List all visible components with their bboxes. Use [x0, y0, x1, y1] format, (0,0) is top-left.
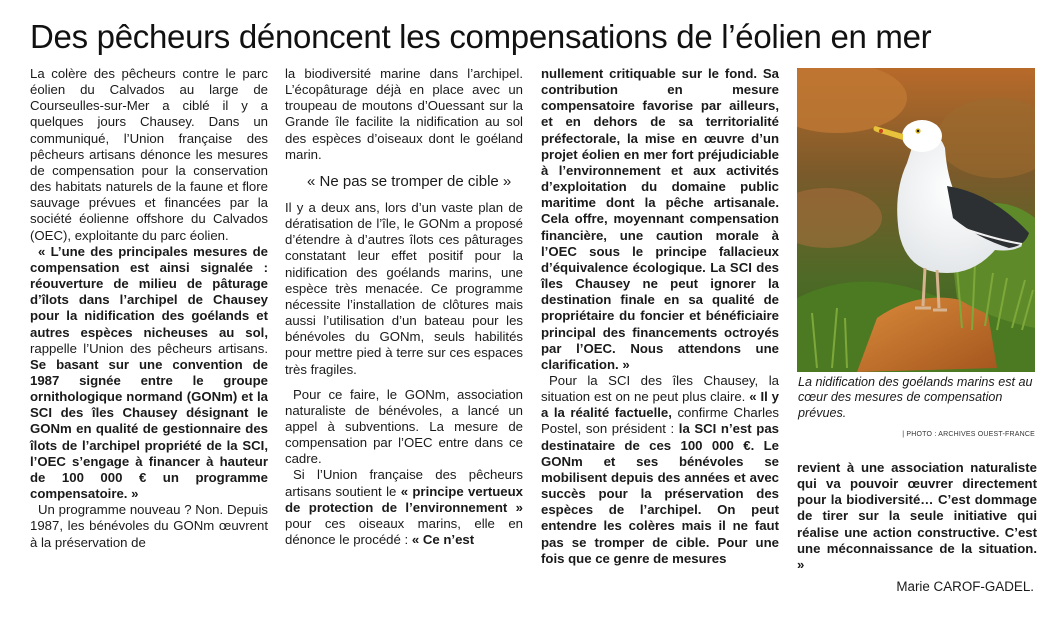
paragraph-text: Si l’Union française des pêcheurs artisans soutient le [285, 467, 523, 499]
paragraph [541, 373, 779, 567]
article-column-3 [541, 66, 779, 567]
quote-paragraph: revient à une association naturaliste qui va pouvoir œuvrer directement pour la biodiversité… C’est dommage de tirer sur la seule initiative qui réalise une action constructive. C’est une méconnaissance de la situation. » [797, 460, 1037, 572]
quote-text: « Ce n’est [408, 532, 475, 548]
paragraph-text: Pour la SCI des îles Chausey, la situation est on ne peut plus claire. [541, 372, 779, 405]
quote-text: « principe vertueux de protection de l’environnement » [285, 483, 523, 515]
article-subheading: « Ne pas se tromper de cible » [307, 172, 512, 190]
photo-caption: La nidification des goélands marins est au cœur des mesures de compensation prévues. [798, 375, 1033, 420]
article-column-1 [30, 66, 268, 551]
paragraph: Pour ce faire, le GONm, association naturaliste de bénévoles, a lancé un appel à subventions. La mesure de compensation par l’OEC entre dans ce cadre. [285, 386, 523, 467]
paragraph-text: rappelle l’Union des pêcheurs artisans. [30, 340, 268, 356]
paragraph [285, 467, 523, 548]
quote-text: « Il y a la réalité factuelle, [541, 389, 779, 421]
article-column-4 [797, 460, 1037, 573]
paragraph: Un programme nouveau ? Non. Depuis 1987, les bénévoles du GONm œuvrent à la préservation de [30, 502, 268, 550]
quote-text: la SCI n’est pas destinataire de ces 100 000 €. Le GONm et ses bénévoles se mobilisent depuis des années et avec succès pour la préservation des espèces de l’archipel. On peut entendre les colères mais il ne faut pas se tromper de cible. Pour une fois que ce genre de mesures [541, 421, 779, 566]
paragraph [30, 244, 268, 503]
author-signature: Marie CAROF-GADEL. [896, 579, 1034, 594]
paragraph: La colère des pêcheurs contre le parc éolien du Calvados au large de Courseulles-sur-Mer a ciblé il y a quelques jours Chausey. Dans un communiqué, l’Union française des pêcheurs artisans dénonce les mesures de compensation pour la conservation des habitats naturels de la faune et flore sauvage prévues et financées par la société éolienne offshore du Calvados (OEC), exploitante du parc éolien. [30, 66, 268, 243]
seagull-illustration [797, 68, 1035, 372]
article-headline: Des pêcheurs dénoncent les compensations de l’éolien en mer [30, 18, 932, 55]
quote-text: « L’une des principales mesures de compensation est ainsi signalée : réouverture de milieu de pâturage d’îlots dans l’archipel de Chausey pour la nidification des goélands et autres espèces nicheuses au sol, [30, 243, 268, 340]
quote-text: Se basant sur une convention de 1987 signée entre le groupe ornithologique normand (GONm) et la SCI des îles Chausey désignant le GONm en qualité de gestionnaire des îlots de l’archipel propriété de la SCI, l’OEC s’engage à financer à hauteur de 100 000 € un programme compensatoire. » [30, 356, 268, 502]
paragraph-text: confirme Charles Postel, son président : [541, 405, 779, 437]
paragraph: la biodiversité marine dans l’archipel. L’écopâturage déjà en place avec un troupeau de moutons d’Ouessant sur la Grande île facilite la nidification au sol des espèces d’oiseaux dont le goéland marin. [285, 66, 523, 162]
quote-paragraph: nullement critiquable sur le fond. Sa contribution en mesure compensatoire favorise par ailleurs, et en dehors de sa territorialité préfectorale, la mise en œuvre d’un projet éolien en mer fort préjudiciable à l’environnement et aux activités d’exploitation du domaine public maritime dont la pêche artisanale. Cela offre, moyennant compensation financière, une caution morale à l’OEC sous le principe fallacieux d’équivalence écologique. La SCI des îles Chausey ne peut ignorer la destination finale en sa qualité de propriétaire du foncier et bénéficiaire principal des financements octroyés par l’OEC. Nous attendons une clarification. » [541, 66, 779, 372]
paragraph-text: pour ces oiseaux marins, elle en dénonce le procédé : [285, 515, 523, 548]
photo-credit: | PHOTO : ARCHIVES OUEST-FRANCE [902, 431, 1035, 438]
article-column-2 [285, 66, 523, 548]
paragraph: Il y a deux ans, lors d’un vaste plan de dératisation de l’île, le GONm a proposé d’étendre à d’autres îlots ces pâturages constatant leur effet positif pour la nidification des goélands marins, une espèce très menacée. Ce programme nécessite l’installation de clôtures mais aussi l’utilisation d’un bateau pour les bénévoles du GONm, seuls habilités pour mettre pied à terre sur ces espaces très fragiles. [285, 199, 523, 377]
seagull-photo [797, 68, 1035, 372]
